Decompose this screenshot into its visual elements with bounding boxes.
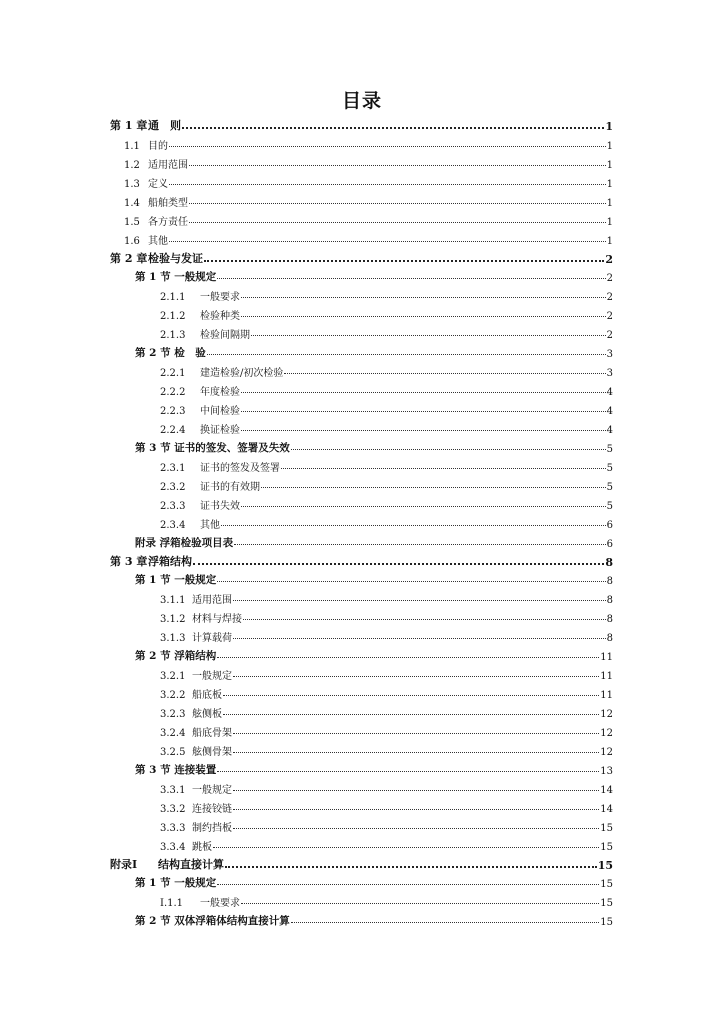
toc-page-number: 15 (600, 879, 613, 891)
toc-entry-chapter[interactable] (110, 114, 613, 133)
toc-entry-sub[interactable] (110, 303, 613, 322)
toc-page-number: 5 (606, 481, 613, 493)
toc-entry-number: 3.2.3 (160, 709, 186, 720)
dot-leader (169, 184, 606, 185)
toc-entry-label (160, 459, 280, 474)
toc-entry-title: 跳板 (192, 841, 212, 853)
toc-entry-title: 连接铰链 (192, 803, 232, 815)
toc-entry-title: 证书的有效期 (200, 481, 260, 493)
toc-entry-number: 2.3.1 (160, 462, 186, 474)
dot-leader (223, 714, 599, 715)
toc-page-number: 8 (605, 555, 613, 569)
toc-page-number: 15 (600, 917, 613, 929)
toc-entry-number: Ⅰ.1.1 (160, 898, 184, 910)
dot-leader (189, 203, 606, 204)
dot-leader (284, 373, 605, 374)
toc-entry-appendix[interactable] (110, 853, 613, 872)
toc-entry-number: 2.1.1 (160, 292, 186, 304)
toc-entry-number: 3.3.2 (160, 803, 186, 815)
toc-entry-title: 一般规定 (192, 671, 232, 683)
toc-page-number: 1 (606, 235, 613, 247)
toc-entry-title: 一般规定 (170, 271, 217, 284)
dot-leader (189, 165, 606, 166)
toc-page-number: 1 (606, 178, 613, 190)
toc-entry-sub[interactable] (110, 587, 613, 606)
toc-entry-label (135, 535, 233, 550)
toc-entry-sub[interactable] (110, 360, 613, 379)
toc-page-number: 2 (606, 311, 613, 323)
dot-leader (233, 790, 599, 791)
toc-entry-title: 船底板 (192, 690, 222, 702)
toc-page-number: 11 (600, 652, 613, 664)
toc-entry-number: 2.2.3 (160, 406, 186, 417)
toc-entry-sub[interactable] (110, 720, 613, 739)
toc-page-number: 3 (606, 368, 613, 380)
toc-entry-title: 检验种类 (200, 311, 240, 323)
toc-entry-section[interactable] (110, 644, 613, 663)
toc-entry-number: 2.1.2 (160, 311, 186, 323)
toc-entry-title: 计算载荷 (192, 633, 232, 645)
toc-entry-label (135, 440, 290, 455)
dot-leader (217, 581, 605, 582)
toc-entry-number: 3.1.1 (160, 595, 186, 607)
dot-leader (217, 771, 599, 772)
dot-leader (241, 411, 606, 412)
toc-entry-title: 材料与焊接 (192, 614, 242, 626)
toc-entry-number: 第 3 节 (135, 763, 171, 776)
toc-entry-title: 证书失效 (200, 500, 240, 512)
dot-leader (233, 809, 599, 810)
toc-page-number: 15 (600, 822, 613, 834)
toc-entry-title: 适用范围 (148, 159, 188, 171)
toc-entry-label (160, 307, 240, 322)
toc-entry-title: 其他 (200, 519, 220, 531)
toc-entry-number: 2.3.3 (160, 500, 186, 512)
toc-entry-number: 3.2.4 (160, 727, 186, 739)
toc-page-number: 4 (606, 387, 613, 399)
toc-entry-title: 一般规定 (192, 784, 232, 796)
dot-leader (241, 392, 606, 393)
toc-entry-section[interactable] (110, 758, 613, 777)
toc-page-number: 2 (606, 273, 613, 285)
toc-page-number: 1 (606, 197, 613, 209)
dot-leader (233, 828, 599, 829)
dot-leader (217, 657, 599, 658)
toc-entry-sub[interactable] (110, 701, 613, 720)
toc-entry-label (160, 894, 240, 909)
toc-entry-label (110, 553, 192, 569)
toc-entry-sub[interactable] (110, 512, 613, 531)
toc-entry-number: 第 3 节 (135, 441, 171, 454)
toc-page-number: 3 (606, 349, 613, 361)
toc-page-number: 15 (600, 841, 613, 853)
toc-entry-label (160, 724, 232, 739)
toc-entry-label (160, 516, 220, 531)
toc-entry-label (135, 572, 216, 587)
toc-entry-sub[interactable] (110, 625, 613, 644)
toc-entry-number: 3.2.5 (160, 746, 186, 758)
dot-leader (213, 847, 599, 848)
toc-entry-label (160, 288, 240, 303)
toc-entry-number: 2.2.2 (160, 387, 186, 399)
toc-page-number: 8 (606, 595, 613, 607)
toc-entry-label (160, 478, 260, 493)
toc-entry-number: 第 2 章 (110, 251, 148, 265)
toc-entry-sub[interactable] (110, 796, 613, 815)
dot-leader (233, 638, 606, 639)
dot-leader (233, 676, 599, 677)
toc-entry-number: 2.2.4 (160, 424, 186, 436)
toc-entry-title: 浮箱结构 (170, 650, 217, 663)
toc-entry-sub[interactable] (110, 455, 613, 474)
toc-page-number: 12 (600, 709, 613, 720)
toc-entry-title: 检验间隔期 (200, 330, 250, 342)
toc-page-number: 13 (600, 765, 613, 777)
toc-entry-label (124, 137, 168, 152)
toc-entry-label (160, 743, 232, 758)
toc-entry-number: 3.3.3 (160, 822, 186, 834)
toc-entry-sub[interactable] (110, 815, 613, 834)
toc-entry-section[interactable] (110, 909, 613, 928)
toc-entry-title: 浮箱结构 (148, 554, 192, 568)
toc-entry-title: 连接装置 (170, 763, 217, 776)
toc-entry-number: 第 1 章 (110, 118, 148, 132)
dot-leader (243, 619, 606, 620)
toc-entry-title: 年度检验 (200, 387, 240, 399)
toc-page-number: 8 (606, 576, 613, 588)
dot-leader (233, 600, 606, 601)
toc-entry-title: 证书的签发及签署 (200, 462, 280, 474)
toc-entry-title: 目的 (148, 140, 168, 152)
toc-page-number: 6 (606, 538, 613, 550)
toc-entry-sub[interactable] (110, 777, 613, 796)
toc-entry-sub[interactable] (110, 284, 613, 303)
toc-entry-chapter[interactable] (110, 247, 613, 266)
toc-entry-label (124, 232, 168, 247)
toc-entry-sub[interactable] (110, 663, 613, 682)
dot-leader (225, 866, 597, 868)
toc-entry-title: 双体浮箱体结构直接计算 (170, 915, 290, 928)
toc-entry-label (160, 421, 240, 436)
toc-page-number: 12 (600, 746, 613, 758)
dot-leader (241, 316, 606, 317)
toc-entry-label (110, 250, 203, 266)
toc-entry-item[interactable] (110, 133, 613, 152)
toc-page-number: 15 (597, 858, 613, 872)
dot-leader (291, 449, 606, 450)
toc-entry-number: 2.1.3 (160, 330, 186, 342)
dot-leader (234, 544, 605, 545)
toc-entry-number: 1.5 (124, 216, 140, 228)
toc-page-number: 12 (600, 727, 613, 739)
toc-entry-number: 附录 (135, 536, 156, 549)
toc-entry-sub[interactable] (110, 890, 613, 909)
toc-entry-label (160, 838, 212, 853)
toc-entry-label (160, 819, 232, 834)
toc-entry-number: 附录Ⅰ (110, 857, 138, 871)
dot-leader (241, 506, 606, 507)
toc-entry-label (124, 175, 168, 190)
toc-entry-sub[interactable] (110, 322, 613, 341)
toc-entry-section[interactable] (110, 266, 613, 285)
toc-entry-sub[interactable] (110, 739, 613, 758)
toc-page-number: 4 (606, 406, 613, 417)
toc-entry-number: 第 3 章 (110, 554, 148, 568)
toc-entry-sub[interactable] (110, 379, 613, 398)
toc-entry-number: 1.1 (124, 140, 140, 152)
toc-entry-number: 2.3.4 (160, 519, 186, 531)
toc-entry-number: 1.2 (124, 159, 140, 171)
toc-entry-label (135, 345, 206, 360)
toc-entry-number: 3.3.4 (160, 841, 186, 853)
toc-page-number: 5 (606, 462, 613, 474)
toc-entry-chapter[interactable] (110, 550, 613, 569)
toc-entry-label (160, 686, 222, 701)
toc-page-number: 5 (606, 443, 613, 455)
toc-page-number: 1 (606, 140, 613, 152)
toc-entry-label (135, 875, 216, 890)
toc-entry-section[interactable] (110, 872, 613, 891)
dot-leader (193, 563, 604, 565)
toc-entry-label (160, 781, 232, 796)
toc-entry-label (160, 326, 250, 341)
toc-entry-label (135, 913, 290, 928)
toc-page-number: 1 (605, 119, 613, 133)
toc-entry-number: 1.4 (124, 197, 140, 209)
toc-entry-number: 1.3 (124, 178, 140, 190)
toc-entry-number: 第 2 节 (135, 915, 171, 928)
dot-leader (251, 335, 606, 336)
toc-entry-section[interactable] (110, 569, 613, 588)
toc-entry-number: 1.6 (124, 235, 140, 247)
toc-entry-label (110, 117, 181, 133)
toc-entry-label (160, 629, 232, 644)
toc-entry-title: 一般规定 (170, 877, 217, 890)
dot-leader (291, 922, 599, 923)
dot-leader (217, 884, 599, 885)
toc-page-number: 2 (606, 330, 613, 342)
dot-leader (241, 297, 606, 298)
toc-entry-number: 3.1.2 (160, 614, 186, 626)
toc-entry-sub[interactable] (110, 682, 613, 701)
dot-leader (189, 222, 606, 223)
toc-entry-title: 通 则 (148, 118, 181, 132)
toc-page-number: 11 (600, 671, 613, 683)
toc-entry-number: 第 2 节 (135, 347, 171, 360)
toc-entry-title: 舷侧板 (192, 709, 222, 720)
toc-entry-sub[interactable] (110, 834, 613, 853)
toc-entry-title: 证书的签发、签署及失效 (170, 441, 290, 454)
table-of-contents (110, 114, 613, 928)
toc-entry-label (160, 800, 232, 815)
toc-page-number: 11 (600, 690, 613, 702)
toc-entry-label (160, 667, 232, 682)
toc-entry-label (160, 364, 283, 379)
dot-leader (169, 241, 606, 242)
toc-entry-label (135, 762, 216, 777)
dot-leader (233, 752, 599, 753)
toc-entry-number: 第 1 节 (135, 574, 171, 587)
toc-entry-sub[interactable] (110, 417, 613, 436)
toc-entry-section[interactable] (110, 341, 613, 360)
toc-entry-number: 第 2 节 (135, 650, 171, 663)
toc-entry-title: 其他 (148, 235, 168, 247)
toc-entry-item[interactable] (110, 190, 613, 209)
toc-page-number: 14 (600, 803, 613, 815)
toc-entry-title: 检验与发证 (148, 251, 203, 265)
toc-entry-item[interactable] (110, 152, 613, 171)
toc-page-number: 8 (606, 614, 613, 626)
toc-entry-title: 船底骨架 (192, 727, 232, 739)
toc-page-number: 2 (606, 292, 613, 304)
toc-entry-title: 适用范围 (192, 595, 232, 607)
dot-leader (169, 146, 606, 147)
toc-entry-title: 船舶类型 (148, 197, 188, 209)
dot-leader (233, 733, 599, 734)
toc-entry-label (124, 194, 188, 209)
toc-entry-sub[interactable] (110, 398, 613, 417)
toc-entry-title: 检 验 (170, 347, 206, 360)
dot-leader (241, 903, 599, 904)
toc-entry-label (135, 648, 216, 663)
toc-entry-number: 第 1 节 (135, 877, 171, 890)
toc-entry-title: 一般要求 (200, 898, 240, 910)
toc-entry-sub[interactable] (110, 493, 613, 512)
dot-leader (261, 487, 606, 488)
toc-page-number: 5 (606, 500, 613, 512)
toc-entry-item[interactable] (110, 171, 613, 190)
toc-entry-title: 中间检验 (200, 406, 240, 417)
toc-entry-number: 2.2.1 (160, 368, 186, 380)
toc-entry-sub[interactable] (110, 606, 613, 625)
toc-entry-number: 3.2.2 (160, 690, 186, 702)
toc-entry-label (160, 497, 240, 512)
toc-entry-label (124, 213, 188, 228)
toc-page-number: 14 (600, 784, 613, 796)
toc-entry-title: 舷侧骨架 (192, 746, 232, 758)
toc-entry-item[interactable] (110, 209, 613, 228)
toc-entry-label (135, 269, 216, 284)
toc-page-number: 2 (605, 252, 613, 266)
toc-entry-label (160, 383, 240, 398)
toc-page-number: 4 (606, 424, 613, 436)
toc-entry-title: 建造检验/初次检验 (200, 368, 284, 380)
toc-page-number: 15 (600, 898, 613, 910)
toc-entry-title: 定义 (148, 178, 168, 190)
dot-leader (221, 525, 606, 526)
toc-entry-section[interactable] (110, 531, 613, 550)
toc-entry-title: 换证检验 (200, 424, 240, 436)
toc-entry-number: 2.3.2 (160, 481, 186, 493)
toc-entry-label (160, 402, 240, 417)
toc-entry-number: 3.3.1 (160, 784, 186, 796)
toc-entry-label (110, 856, 224, 872)
dot-leader (182, 127, 604, 129)
toc-entry-title: 各方责任 (148, 216, 188, 228)
toc-entry-number: 3.1.3 (160, 633, 186, 645)
toc-entry-title: 浮箱检验项目表 (156, 536, 234, 549)
dot-leader (207, 354, 606, 355)
toc-entry-number: 3.2.1 (160, 671, 186, 683)
toc-entry-section[interactable] (110, 436, 613, 455)
toc-entry-number: 第 1 节 (135, 271, 171, 284)
page-title: 目录 (341, 90, 382, 112)
dot-leader (217, 278, 605, 279)
dot-leader (241, 430, 606, 431)
toc-entry-label (160, 591, 232, 606)
dot-leader (204, 260, 604, 262)
toc-entry-title: 一般要求 (200, 292, 240, 304)
toc-entry-title: 一般规定 (170, 574, 217, 587)
dot-leader (281, 468, 606, 469)
toc-page-number: 6 (606, 519, 613, 531)
dot-leader (223, 695, 599, 696)
toc-entry-label (124, 156, 188, 171)
toc-entry-title: 结构直接计算 (158, 857, 224, 871)
toc-page-number: 1 (606, 159, 613, 171)
toc-entry-title: 制约挡板 (192, 822, 232, 834)
toc-page-number: 8 (606, 633, 613, 645)
toc-entry-item[interactable] (110, 228, 613, 247)
toc-entry-label (160, 610, 242, 625)
toc-entry-sub[interactable] (110, 474, 613, 493)
toc-entry-label (160, 705, 222, 720)
toc-page-number: 1 (606, 216, 613, 228)
